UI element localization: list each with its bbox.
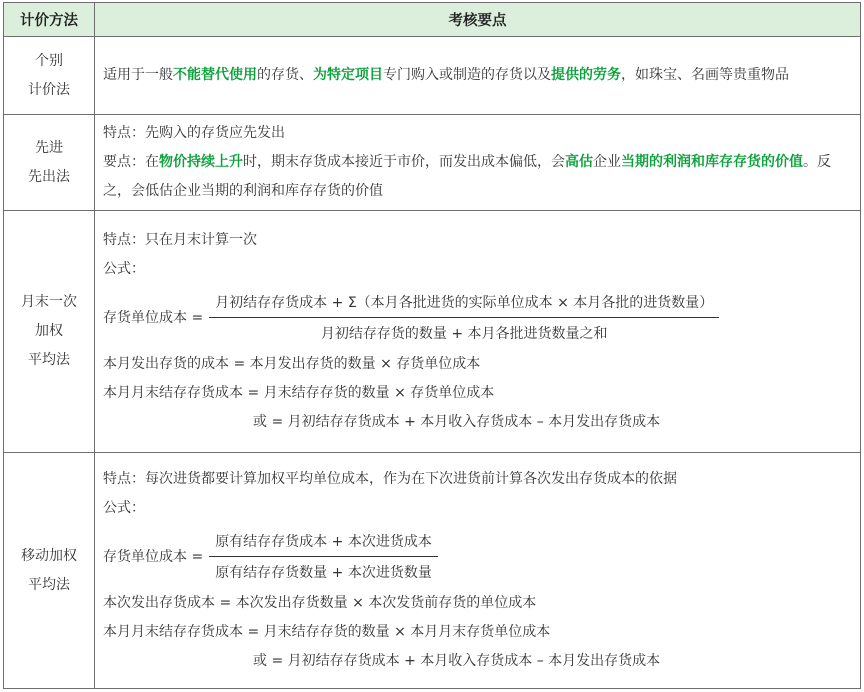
row-individual	[4, 37, 861, 115]
fifo-key-point	[103, 148, 852, 206]
individual-description	[103, 61, 852, 90]
content-fifo	[95, 115, 861, 211]
method-line: 月末一次	[21, 294, 77, 310]
text: 适用于一般	[103, 67, 173, 83]
method-monthly-weighted-average	[4, 211, 95, 453]
method-moving-weighted-average	[4, 453, 95, 689]
inventory-valuation-table	[3, 2, 861, 689]
text: 。反之，会低估企业当期的利润和库存存货的价值	[103, 154, 831, 199]
monthly-formula-label: 公式：	[103, 261, 145, 277]
moving-unit-cost-formula	[103, 523, 852, 589]
fraction-denominator: 月初结存存货的数量 + 本月各批进货数量之和	[320, 325, 608, 342]
moving-issue-cost: 本次发出存货成本 = 本次发出存货数量 × 本次发货前存货的单位成本	[103, 595, 537, 611]
fraction-numerator: 原有结存存货成本 + 本次进货成本	[215, 533, 432, 550]
moving-ending-cost: 本月月末结存存货成本 = 月末结存存货的数量 × 本月月末存货单位成本	[103, 624, 551, 640]
method-fifo	[4, 115, 95, 211]
highlight: 高估	[565, 154, 593, 170]
text: 的存货、	[257, 67, 313, 83]
fraction	[209, 531, 438, 582]
header-key-points: 考核要点	[95, 3, 861, 37]
moving-feature: 特点：每次进货都要计算加权平均单位成本，作为在下次进货前计算各次发出存货成本的依据	[103, 471, 677, 487]
text: 时，期末存货成本接近于市价，而发出成本偏低，会	[243, 154, 565, 170]
row-monthly-weighted-average	[4, 211, 861, 453]
moving-formula-label: 公式：	[103, 500, 145, 516]
method-line: 先进	[35, 139, 63, 156]
fraction-denominator: 原有结存存货数量 + 本次进货数量	[215, 564, 432, 581]
header-row	[4, 3, 861, 37]
monthly-feature: 特点：只在月末计算一次	[103, 232, 257, 248]
highlight: 提供的劳务	[551, 67, 621, 83]
monthly-ending-cost: 本月月末结存存货成本 = 月末结存存货的数量 × 存货单位成本	[103, 385, 495, 401]
row-fifo	[4, 115, 861, 211]
method-line: 平均法	[28, 576, 70, 593]
monthly-unit-cost-formula	[103, 284, 852, 350]
method-line: 先出法	[28, 168, 70, 185]
method-line: 个别	[35, 52, 63, 69]
monthly-ending-cost-alt: 或 = 月初结存存货成本 + 本月收入存货成本 – 本月发出存货成本	[253, 414, 661, 430]
content-moving-weighted-average	[95, 453, 861, 689]
header-method: 计价方法	[4, 3, 95, 37]
fraction-numerator: 月初结存存货成本 + Σ（本月各批进货的实际单位成本 × 本月各批的进货数量）	[215, 294, 714, 311]
monthly-issue-cost: 本月发出存货的成本 = 本月发出存货的数量 × 存货单位成本	[103, 356, 481, 372]
method-line: 计价法	[28, 81, 70, 98]
moving-ending-cost-alt: 或 = 月初结存存货成本 + 本月收入存货成本 – 本月发出存货成本	[253, 653, 661, 669]
highlight: 当期的利润和库存存货的价值	[621, 154, 803, 170]
method-individual	[4, 37, 95, 115]
text: 专门购入或制造的存货以及	[383, 67, 551, 83]
content-individual	[95, 37, 861, 115]
method-line: 移动加权	[21, 547, 77, 564]
fifo-feature: 特点：先购入的存货应先发出	[103, 125, 285, 141]
method-line: 加权	[35, 323, 63, 339]
highlight: 物价持续上升	[159, 154, 243, 170]
text: ，如珠宝、名画等贵重物品	[621, 67, 789, 83]
highlight: 不能替代使用	[173, 67, 257, 83]
text: 要点：在	[103, 154, 159, 170]
fraction	[209, 292, 719, 343]
formula-lhs: 存货单位成本 =	[103, 310, 204, 326]
highlight: 为特定项目	[313, 67, 383, 83]
method-line: 平均法	[28, 352, 70, 368]
text: 企业	[593, 154, 621, 170]
content-monthly-weighted-average	[95, 211, 861, 453]
row-moving-weighted-average	[4, 453, 861, 689]
formula-lhs: 存货单位成本 =	[103, 549, 204, 565]
